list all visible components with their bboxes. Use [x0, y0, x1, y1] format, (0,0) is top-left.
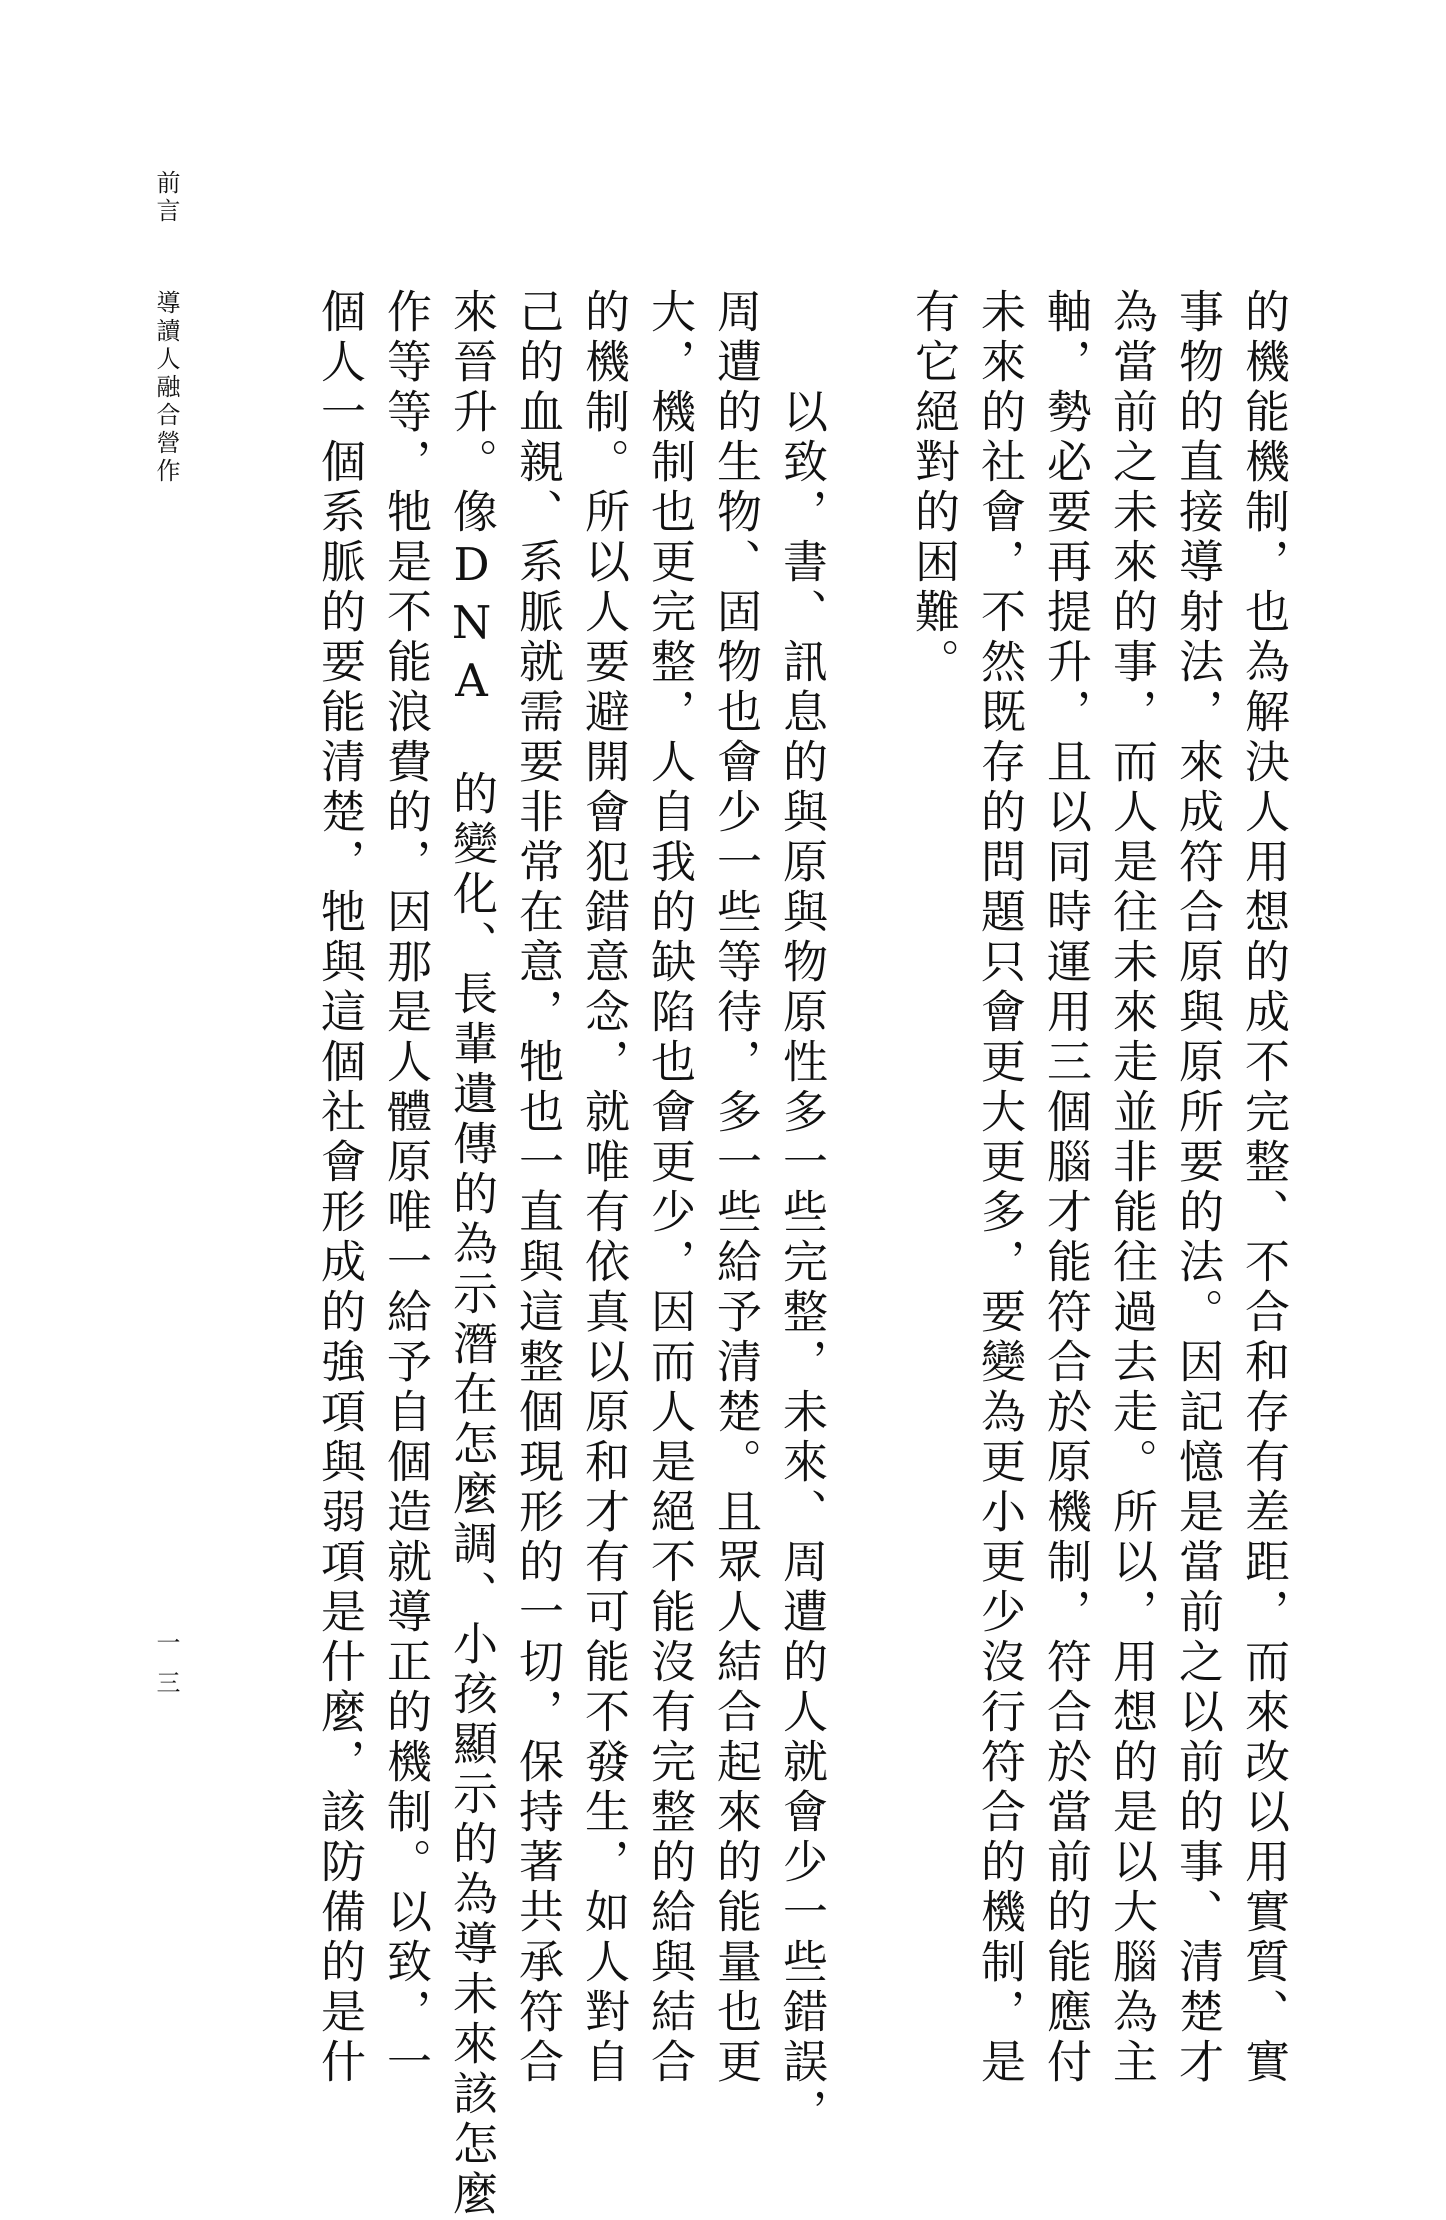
text-column: 有它絕對的困難。: [907, 288, 960, 688]
text-column: 個人一個系脈的要能清楚，牠與這個社會形成的強項與弱項是什麼，該防備的是什: [313, 288, 366, 2088]
body-text: [306, 288, 1296, 2220]
text-column: 作等等，牠是不能浪費的，因那是人體原唯一給予自個造就導正的機制。以致，一: [379, 288, 432, 2088]
text-column: 未來的社會，不然既存的問題只會更大更多，要變為更小更少沒行符合的機制，是: [973, 288, 1026, 2088]
text-column: 周遭的生物、固物也會少一些等待，多一些給予清楚。且眾人結合起來的能量也更: [709, 288, 762, 2088]
text-column: 以致，書、訊息的與原與物原性多一些完整，未來、周遭的人就會少一些錯誤，: [775, 388, 828, 2138]
text-column: 來晉升。像DNA 的變化、長輩遺傳的為示潛在怎麼調、小孩顯示的為導未來該怎麼: [445, 288, 498, 2220]
text-column: 的機制。所以人要避開會犯錯意念，就唯有依真以原和才有可能不發生，如人對自: [577, 288, 630, 2088]
text-column: 軸，勢必要再提升，且以同時運用三個腦才能符合於原機制，符合於當前的能應付: [1039, 288, 1092, 2088]
paragraph-2: [306, 288, 834, 2220]
header-title: 導讀人融合營作: [152, 290, 180, 486]
text-column: 為當前之未來的事，而人是往未來走並非能往過去走。所以，用想的是以大腦為主: [1105, 288, 1158, 2088]
header-section: 前言: [152, 170, 180, 226]
paragraph-1: [900, 288, 1296, 2088]
text-column: 己的血親、系脈就需要非常在意，牠也一直與這整個現形的一切，保持著共承符合: [511, 288, 564, 2088]
running-header: [152, 170, 180, 486]
text-column: 的機能機制，也為解決人用想的成不完整、不合和存有差距，而來改以用實質、實: [1237, 288, 1290, 2088]
text-column: 大，機制也更完整，人自我的缺陷也會更少，因而人是絕不能沒有完整的給與結合: [643, 288, 696, 2088]
text-column: 事物的直接導射法，來成符合原與原所要的法。因記憶是當前之以前的事、清楚才: [1171, 288, 1224, 2088]
page-number: 一三: [152, 1630, 180, 1710]
